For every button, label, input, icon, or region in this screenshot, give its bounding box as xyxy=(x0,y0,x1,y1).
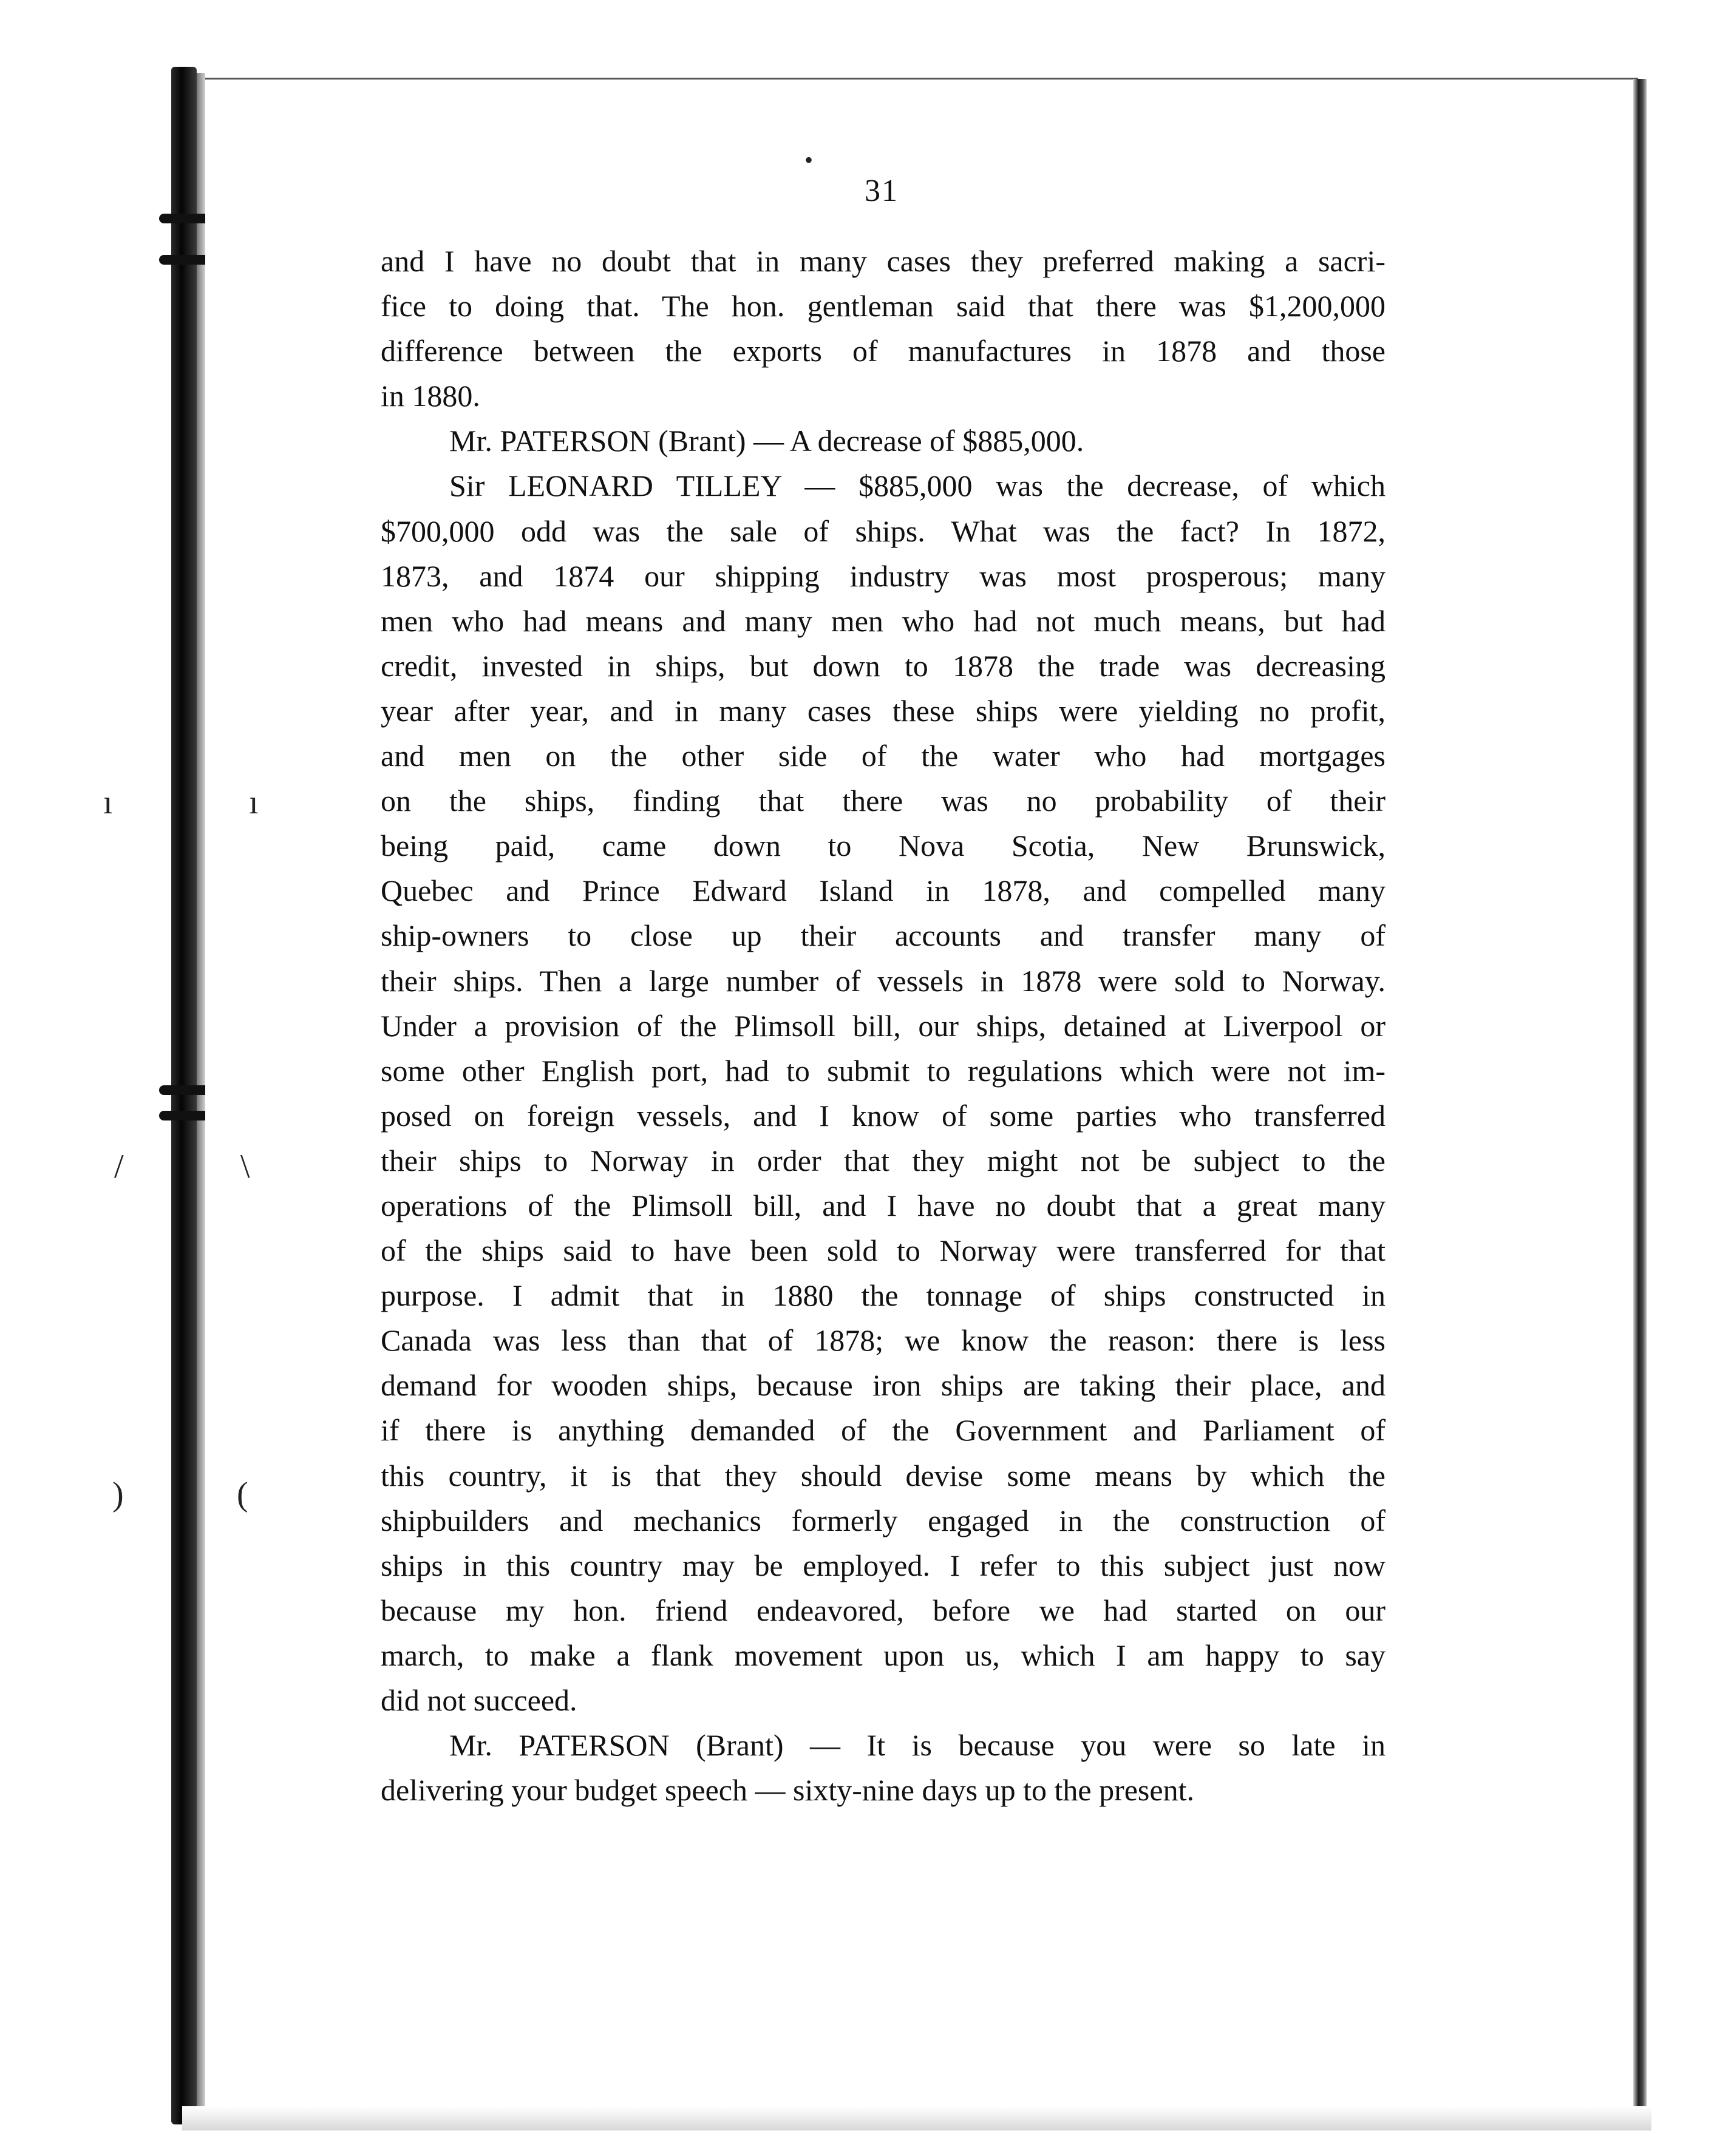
scan-mark: ( xyxy=(237,1476,248,1513)
page-right-edge xyxy=(1633,79,1647,2131)
text-line: ships in this country may be employed. I refer to this subject just now xyxy=(381,1548,1386,1582)
body-text xyxy=(381,239,1386,1812)
scan-mark: ) xyxy=(112,1476,124,1513)
text-line: difference between the exports of manufactures in 1878 and those xyxy=(381,334,1386,368)
binding-stitch xyxy=(159,214,211,223)
text-line: because my hon. friend endeavored, before we had started on our xyxy=(381,1593,1386,1627)
text-line: Canada was less than that of 1878; we know the reason: there is less xyxy=(381,1323,1386,1358)
text-line: demand for wooden ships, because iron ships are taking their place, and xyxy=(381,1368,1386,1403)
text-line: in 1880. xyxy=(381,379,480,413)
text-line: and men on the other side of the water who had mortgages xyxy=(381,739,1386,773)
text-line: Mr. PATERSON (Brant) — It is because you were so late in xyxy=(449,1728,1386,1763)
text-line: their ships to Norway in order that they might not be subject to the xyxy=(381,1143,1386,1178)
text-line: being paid, came down to Nova Scotia, New Brunswick, xyxy=(381,829,1386,863)
text-line: of the ships said to have been sold to Norway were transferred for that xyxy=(381,1233,1386,1268)
text-line: some other English port, had to submit to regulations which were not im- xyxy=(381,1053,1386,1088)
binding-stitch xyxy=(159,1085,211,1095)
text-line: and I have no doubt that in many cases they preferred making a sacri- xyxy=(381,244,1386,278)
text-line: posed on foreign vessels, and I know of some parties who transferred xyxy=(381,1098,1386,1133)
text-line: credit, invested in ships, but down to 1878 the trade was decreasing xyxy=(381,648,1386,683)
text-line: men who had means and many men who had not much means, but had xyxy=(381,603,1386,638)
text-line: $700,000 odd was the sale of ships. What was the fact? In 1872, xyxy=(381,514,1386,548)
text-line: their ships. Then a large number of vessels in 1878 were sold to Norway. xyxy=(381,963,1386,998)
text-line: shipbuilders and mechanics formerly engaged in the construction of xyxy=(381,1503,1386,1537)
scan-mark: \ xyxy=(240,1148,250,1185)
text-line: if there is anything demanded of the Government and Parliament of xyxy=(381,1413,1386,1448)
text-line: purpose. I admit that in 1880 the tonnage of ships constructed in xyxy=(381,1278,1386,1313)
text-line: did not succeed. xyxy=(381,1683,577,1717)
text-line: march, to make a flank movement upon us, which I am happy to say xyxy=(381,1638,1386,1672)
text-line: on the ships, finding that there was no probability of their xyxy=(381,784,1386,818)
binding-stitch xyxy=(159,255,211,265)
scan-mark: • xyxy=(804,146,814,174)
scan-mark: ı xyxy=(103,784,113,821)
page-bottom-edge xyxy=(182,2106,1651,2131)
text-line: this country, it is that they should devise some means by which the xyxy=(381,1458,1386,1493)
text-line: year after year, and in many cases these ships were yielding no profit, xyxy=(381,693,1386,728)
text-line: operations of the Plimsoll bill, and I have no doubt that a great many xyxy=(381,1188,1386,1222)
text-line: Mr. PATERSON (Brant) — A decrease of $885,000. xyxy=(449,424,1084,458)
book-binding xyxy=(171,67,197,2124)
text-line: delivering your budget speech — sixty-nine days up to the present. xyxy=(381,1773,1194,1808)
text-line: Sir LEONARD TILLEY — $885,000 was the decrease, of which xyxy=(449,469,1386,503)
scan-mark: / xyxy=(114,1148,124,1185)
binding-edge xyxy=(197,73,205,2124)
scan-mark: ı xyxy=(249,784,259,821)
text-line: ship-owners to close up their accounts and transfer many of xyxy=(381,918,1386,953)
binding-stitch xyxy=(159,1111,211,1120)
text-line: 1873, and 1874 our shipping industry was most prosperous; many xyxy=(381,558,1386,593)
facing-page-margin xyxy=(0,0,182,2156)
page-number: 31 xyxy=(865,174,899,208)
text-line: Quebec and Prince Edward Island in 1878, and compelled many xyxy=(381,873,1386,908)
text-line: fice to doing that. The hon. gentleman said that there was $1,200,000 xyxy=(381,289,1386,324)
text-line: Under a provision of the Plimsoll bill, our ships, detained at Liverpool or xyxy=(381,1008,1386,1043)
